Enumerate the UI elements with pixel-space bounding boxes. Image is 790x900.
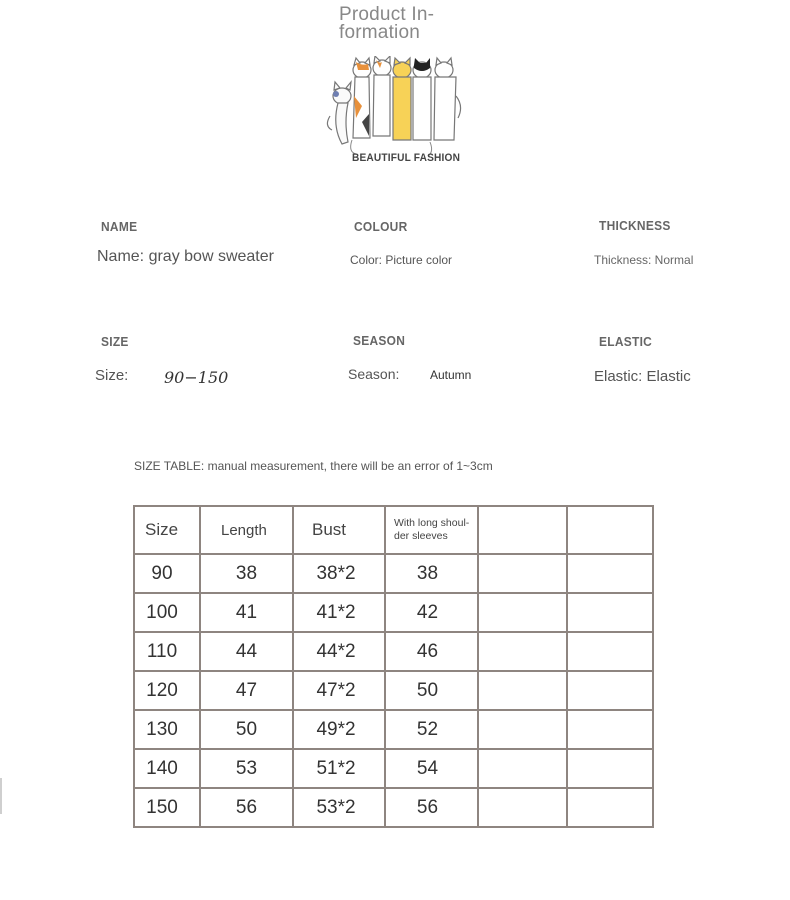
page-title: Product In-formation [339,4,435,43]
cell-sleeve: 50 [385,671,478,710]
thickness-value: Thickness: Normal [594,253,694,267]
table-row [134,593,653,632]
edge-divider [0,778,2,814]
season-label: Season: [348,366,400,382]
header-empty-6 [567,506,653,554]
cell-sleeve: 46 [385,632,478,671]
table-row [134,710,653,749]
cell-bust: 49*2 [293,710,385,749]
colour-heading: COLOUR [354,219,408,234]
cell-length: 47 [200,671,293,710]
cell-empty [567,710,653,749]
header-size: Size [134,506,200,554]
table-row [134,632,653,671]
cell-size: 150 [134,788,200,827]
season-value: Autumn [430,368,472,382]
cell-size: 120 [134,671,200,710]
elastic-heading: ELASTIC [599,334,653,349]
cell-sleeve: 54 [385,749,478,788]
cell-empty [478,632,567,671]
colour-value: Color: Picture color [350,253,453,267]
cell-size: 100 [134,593,200,632]
table-row [134,671,653,710]
cell-size: 110 [134,632,200,671]
cell-size: 90 [134,554,200,593]
cell-empty [478,749,567,788]
cell-empty [478,593,567,632]
cell-size: 140 [134,749,200,788]
cell-size: 130 [134,710,200,749]
header-sleeve-length: With long shoul-der sleeves [385,506,478,554]
header-bust: Bust [293,506,385,554]
cell-bust: 51*2 [293,749,385,788]
cell-length: 53 [200,749,293,788]
brand-text: BEAUTIFUL FASHION [352,152,461,164]
name-heading: NAME [101,219,138,234]
table-row [134,749,653,788]
cell-sleeve: 38 [385,554,478,593]
cell-length: 41 [200,593,293,632]
size-label: Size: [95,367,129,384]
table-row [134,554,653,593]
cell-empty [478,671,567,710]
cell-length: 56 [200,788,293,827]
cell-empty [478,710,567,749]
cell-sleeve: 42 [385,593,478,632]
cell-empty [478,554,567,593]
cell-bust: 38*2 [293,554,385,593]
cell-empty [567,632,653,671]
cell-sleeve: 56 [385,788,478,827]
elastic-value: Elastic: Elastic [594,368,691,385]
cell-length: 50 [200,710,293,749]
cell-empty [478,788,567,827]
name-value: Name: gray bow sweater [97,248,274,265]
table-row [134,788,653,827]
size-range-value: 90−150 [164,368,229,387]
season-heading: SEASON [353,333,406,348]
cell-empty [567,671,653,710]
size-table [133,505,654,828]
cell-length: 38 [200,554,293,593]
thickness-heading: THICKNESS [599,218,671,233]
header-length: Length [200,506,293,554]
cell-bust: 47*2 [293,671,385,710]
cell-bust: 44*2 [293,632,385,671]
cell-bust: 41*2 [293,593,385,632]
table-header-row [134,506,653,554]
cell-length: 44 [200,632,293,671]
header-empty-5 [478,506,567,554]
size-table-caption: SIZE TABLE: manual measurement, there will be an error of 1~3cm [134,459,493,473]
cell-sleeve: 52 [385,710,478,749]
cell-empty [567,554,653,593]
size-heading: SIZE [101,334,129,349]
cell-bust: 53*2 [293,788,385,827]
cell-empty [567,788,653,827]
cell-empty [567,749,653,788]
cell-empty [567,593,653,632]
